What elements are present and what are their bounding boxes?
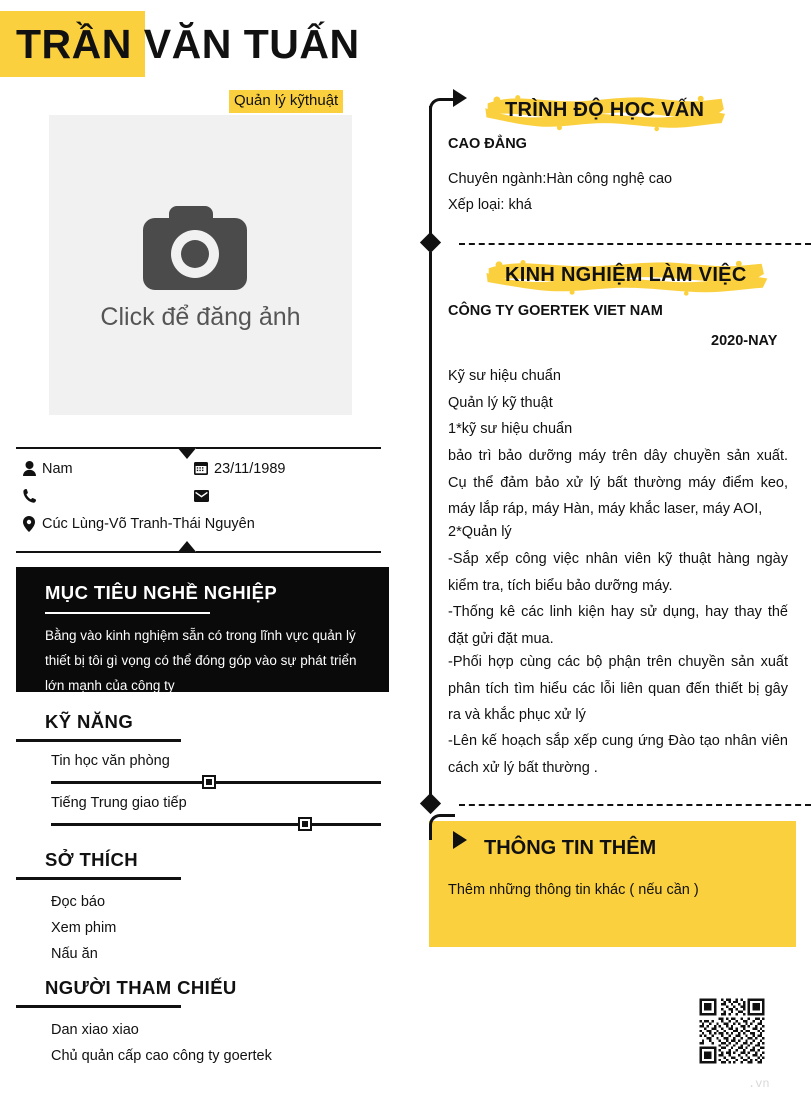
- skills-title: KỸ NĂNG: [45, 711, 134, 732]
- contact-phone[interactable]: [16, 489, 188, 503]
- extra-info-title: THÔNG TIN THÊM: [484, 837, 657, 859]
- skill-slider-handle[interactable]: [202, 775, 216, 789]
- objective-section: [16, 567, 389, 692]
- skill-slider[interactable]: [51, 781, 381, 784]
- references-underline: [16, 1005, 181, 1008]
- list-item[interactable]: Dan xiao xiao: [51, 1022, 139, 1038]
- education-title: [483, 93, 726, 128]
- timeline-diamond-icon: [420, 793, 441, 814]
- contact-row: [16, 455, 381, 482]
- contact-row: [16, 482, 381, 509]
- envelope-icon: [188, 490, 214, 502]
- skill-slider-handle[interactable]: [298, 817, 312, 831]
- list-item[interactable]: Chủ quản cấp cao công ty goertek: [51, 1048, 272, 1064]
- extra-arrow-icon: [453, 831, 467, 849]
- experience-paragraph[interactable]: -Sắp xếp công việc nhân viên kỹ thuật hàng ngày kiểm tra, tích biểu bảo dưỡng máy.: [448, 551, 788, 594]
- skills-section: [16, 710, 389, 826]
- divider-notch-up-icon: [177, 541, 197, 553]
- right-column: [415, 0, 811, 1101]
- experience-company[interactable]: CÔNG TY GOERTEK VIET NAM: [448, 303, 663, 319]
- skill-name: Tin học văn phòng: [51, 753, 170, 769]
- contact-info: [16, 455, 381, 539]
- calendar-icon: [188, 461, 214, 476]
- experience-line[interactable]: Kỹ sư hiệu chuẩn: [448, 368, 561, 384]
- experience-date[interactable]: 2020-NAY: [711, 333, 778, 349]
- page-title: TRẦN VĂN TUẤN: [16, 21, 360, 67]
- timeline-diamond-icon: [420, 232, 441, 253]
- education-major[interactable]: Chuyên ngành:Hàn công nghệ cao: [448, 171, 673, 187]
- skill-item: [16, 792, 389, 826]
- education-arrow-icon: [453, 89, 467, 107]
- contact-birthday[interactable]: [188, 459, 286, 479]
- job-title[interactable]: Quản lý kỹthuật: [229, 90, 343, 113]
- list-item[interactable]: Xem phim: [51, 920, 117, 936]
- education-grade[interactable]: Xếp loại: khá: [448, 197, 532, 213]
- references-title: NGƯỜI THAM CHIẾU: [45, 977, 237, 998]
- skill-slider[interactable]: [51, 823, 381, 826]
- skills-underline: [16, 739, 181, 742]
- location-pin-icon: [16, 516, 42, 532]
- section-dashed-divider: [459, 243, 811, 245]
- hobbies-underline: [16, 877, 181, 880]
- photo-upload-label: Click để đăng ảnh: [100, 303, 301, 331]
- contact-address-value: Cúc Lùng-Võ Tranh-Thái Nguyên: [42, 516, 255, 532]
- contact-birthday-value: 23/11/1989: [214, 460, 286, 477]
- references-section: [16, 976, 389, 1069]
- experience-title: [483, 258, 769, 293]
- qr-code: [697, 996, 767, 1066]
- extra-info-text[interactable]: Thêm những thông tin khác ( nếu cần ): [448, 882, 699, 898]
- experience-rail: [429, 252, 432, 804]
- objective-title: MỤC TIÊU NGHỀ NGHIỆP: [45, 582, 278, 603]
- contact-address[interactable]: [16, 514, 255, 534]
- contact-divider-top-right: [196, 447, 381, 449]
- phone-icon: [16, 489, 42, 503]
- experience-paragraph[interactable]: -Lên kế hoạch sắp xếp cung ứng Đào tạo nhân viên cách xử lý bất thường .: [448, 733, 788, 776]
- contact-divider-top-left: [16, 447, 181, 449]
- extra-connector-elbow: [429, 814, 455, 840]
- experience-line[interactable]: 2*Quản lý: [448, 524, 512, 540]
- objective-text[interactable]: Bằng vào kinh nghiệm sẵn có trong lĩnh vực quản lý thiết bị tôi gì vọng có thể đóng góp vào sự phát triển lớn mạnh của công ty: [45, 628, 357, 693]
- education-rail: [429, 106, 432, 242]
- photo-upload-area[interactable]: [49, 115, 352, 415]
- hobbies-section: [16, 848, 389, 967]
- experience-line[interactable]: Quản lý kỹ thuật: [448, 395, 553, 411]
- person-icon: [16, 461, 42, 476]
- experience-line[interactable]: 1*kỹ sư hiệu chuẩn: [448, 421, 573, 437]
- objective-underline: [45, 612, 210, 614]
- experience-paragraph[interactable]: -Thống kê các linh kiện hay sử dụng, hay thay thế đặt gửi đặt mua.: [448, 604, 788, 647]
- education-degree[interactable]: CAO ĐẲNG: [448, 136, 527, 152]
- education-connector-elbow: [429, 98, 455, 114]
- hobbies-title: SỞ THÍCH: [45, 849, 138, 870]
- list-item[interactable]: Nấu ăn: [51, 946, 98, 962]
- skill-name: Tiếng Trung giao tiếp: [51, 795, 187, 811]
- section-dashed-divider: [459, 804, 811, 806]
- contact-divider-bottom-left: [16, 551, 181, 553]
- experience-paragraph[interactable]: -Phối hợp cùng các bộ phận trên chuyền sản xuất phân tích tìm hiểu các lỗi liên quan đến thiết bị gây ra và khắc phục xử lý: [448, 654, 788, 724]
- skill-item: [16, 750, 389, 784]
- contact-gender[interactable]: [16, 459, 188, 479]
- contact-divider-bottom-right: [196, 551, 381, 553]
- camera-icon: [141, 198, 261, 290]
- watermark-right: .vn: [748, 1077, 770, 1091]
- contact-email[interactable]: [188, 490, 214, 502]
- experience-paragraph[interactable]: bảo trì bảo dưỡng máy trên dây chuyền sản xuất. Cụ thể đảm bảo xử lý bất thường máy điểm keo, máy lắp ráp, máy Hàn, máy khắc laser, máy AOI,: [448, 448, 788, 518]
- list-item[interactable]: Đọc báo: [51, 894, 106, 910]
- education-title-label: TRÌNH ĐỘ HỌC VẤN: [505, 99, 705, 121]
- experience-title-label: KINH NGHIỆM LÀM VIỆC: [505, 264, 747, 286]
- contact-row: [16, 509, 381, 539]
- contact-gender-value: Nam: [42, 460, 73, 477]
